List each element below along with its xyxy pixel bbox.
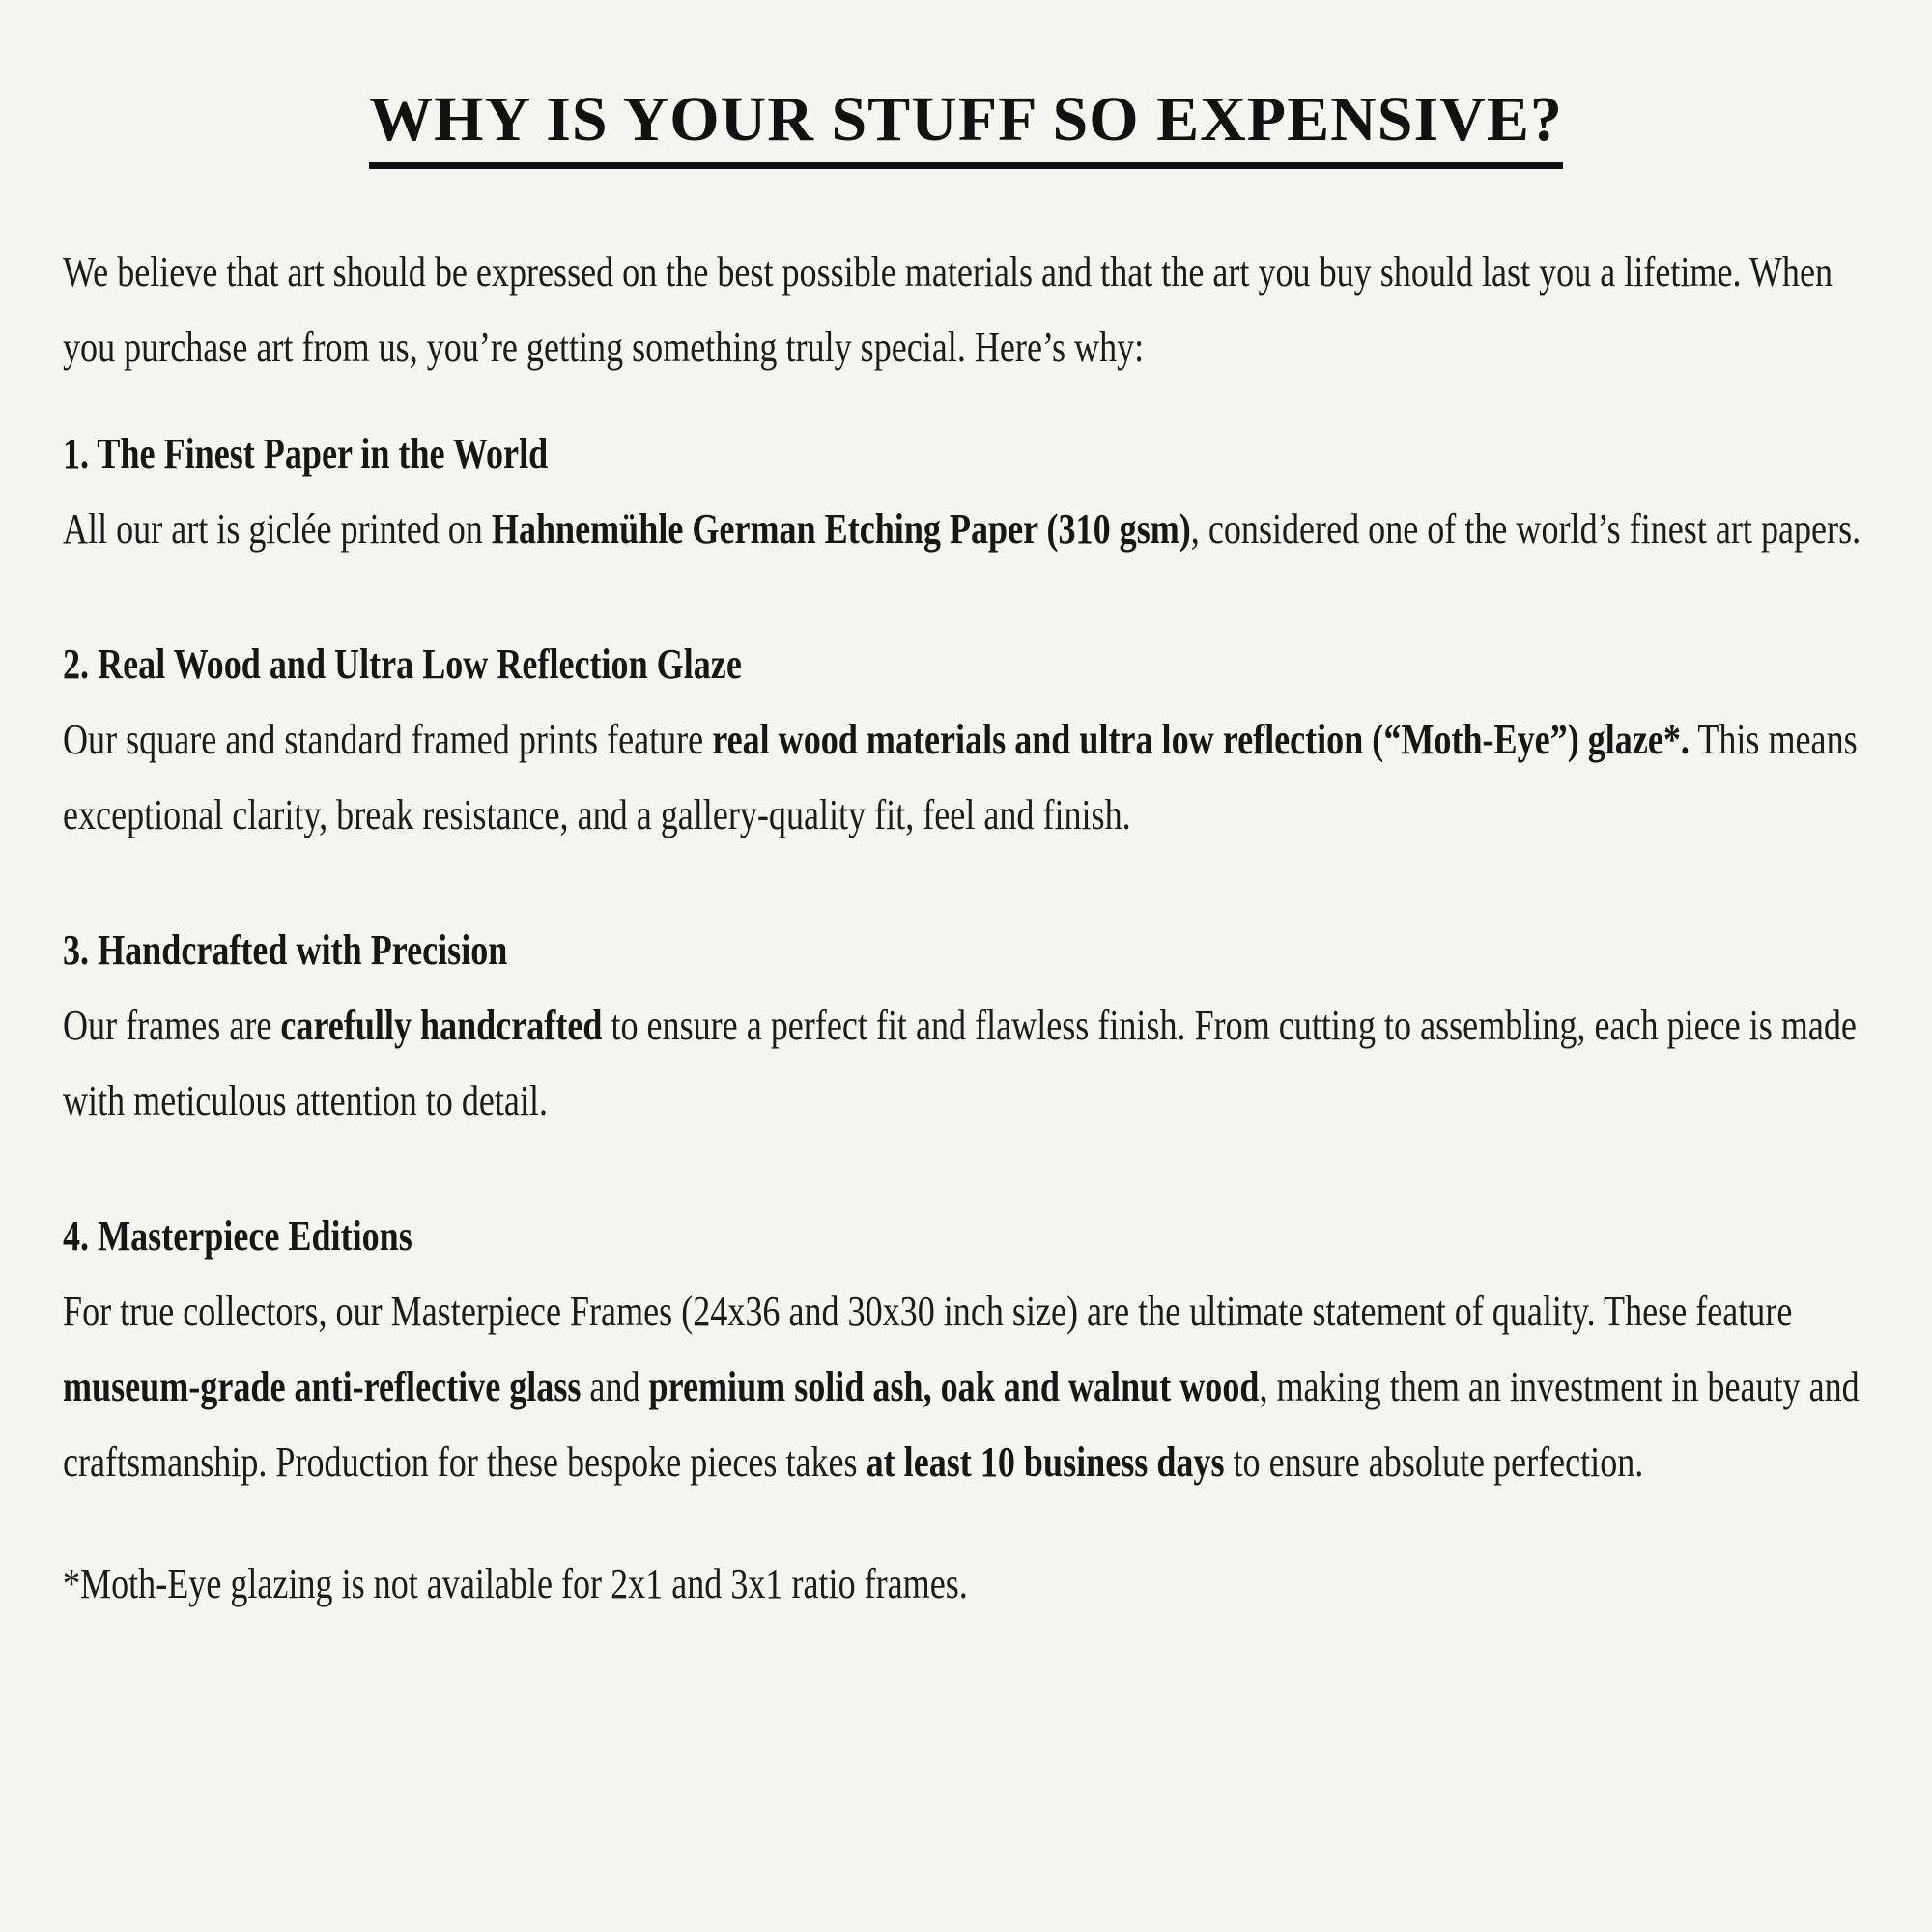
section-finest-paper-text: All our art is giclée printed on Hahnemühle German Etching Paper (310 gsm), considered one of the world’s finest art papers.: [63, 505, 1861, 553]
section-wood-glaze-text: Our square and standard framed prints feature real wood materials and ultra low reflection (“Moth-Eye”) glaze*. This means exceptional clarity, break resistance, and a gallery-quality fit, feel and finish.: [63, 716, 1858, 838]
section-handcrafted-text: Our frames are carefully handcrafted to ensure a perfect fit and flawless finish. From cutting to assembling, each piece is made with meticulous attention to detail.: [63, 1002, 1857, 1124]
document-content: [63, 235, 1869, 1622]
section-masterpiece-heading: 4. Masterpiece Editions: [63, 1212, 412, 1260]
section-handcrafted-heading: 3. Handcrafted with Precision: [63, 926, 508, 974]
intro-paragraph: We believe that art should be expressed on the best possible materials and that the art you buy should last you a lifetime. When you purchase art from us, you’re getting something truly special. Here’s why:: [63, 248, 1833, 371]
page-title-text: WHY IS YOUR STUFF SO EXPENSIVE?: [369, 83, 1563, 169]
section-masterpiece: [63, 1199, 1869, 1500]
section-handcrafted: [63, 913, 1869, 1139]
section-masterpiece-text: For true collectors, our Masterpiece Frames (24x36 and 30x30 inch size) are the ultimate statement of quality. These feature museum-grade anti-reflective glass and premium solid ash, oak and walnut wood, making them an investment in beauty and craftsmanship. Production for these bespoke pieces takes at least 10 business days to ensure absolute perfection.: [63, 1288, 1860, 1486]
section-wood-glaze: [63, 627, 1869, 853]
section-finest-paper-heading: 1. The Finest Paper in the World: [63, 430, 549, 477]
footnote: *Moth-Eye glazing is not available for 2x1 and 3x1 ratio frames.: [63, 1560, 968, 1607]
section-finest-paper: [63, 416, 1869, 567]
section-wood-glaze-heading: 2. Real Wood and Ultra Low Reflection Glaze: [63, 640, 742, 688]
page-title: [0, 83, 1932, 169]
